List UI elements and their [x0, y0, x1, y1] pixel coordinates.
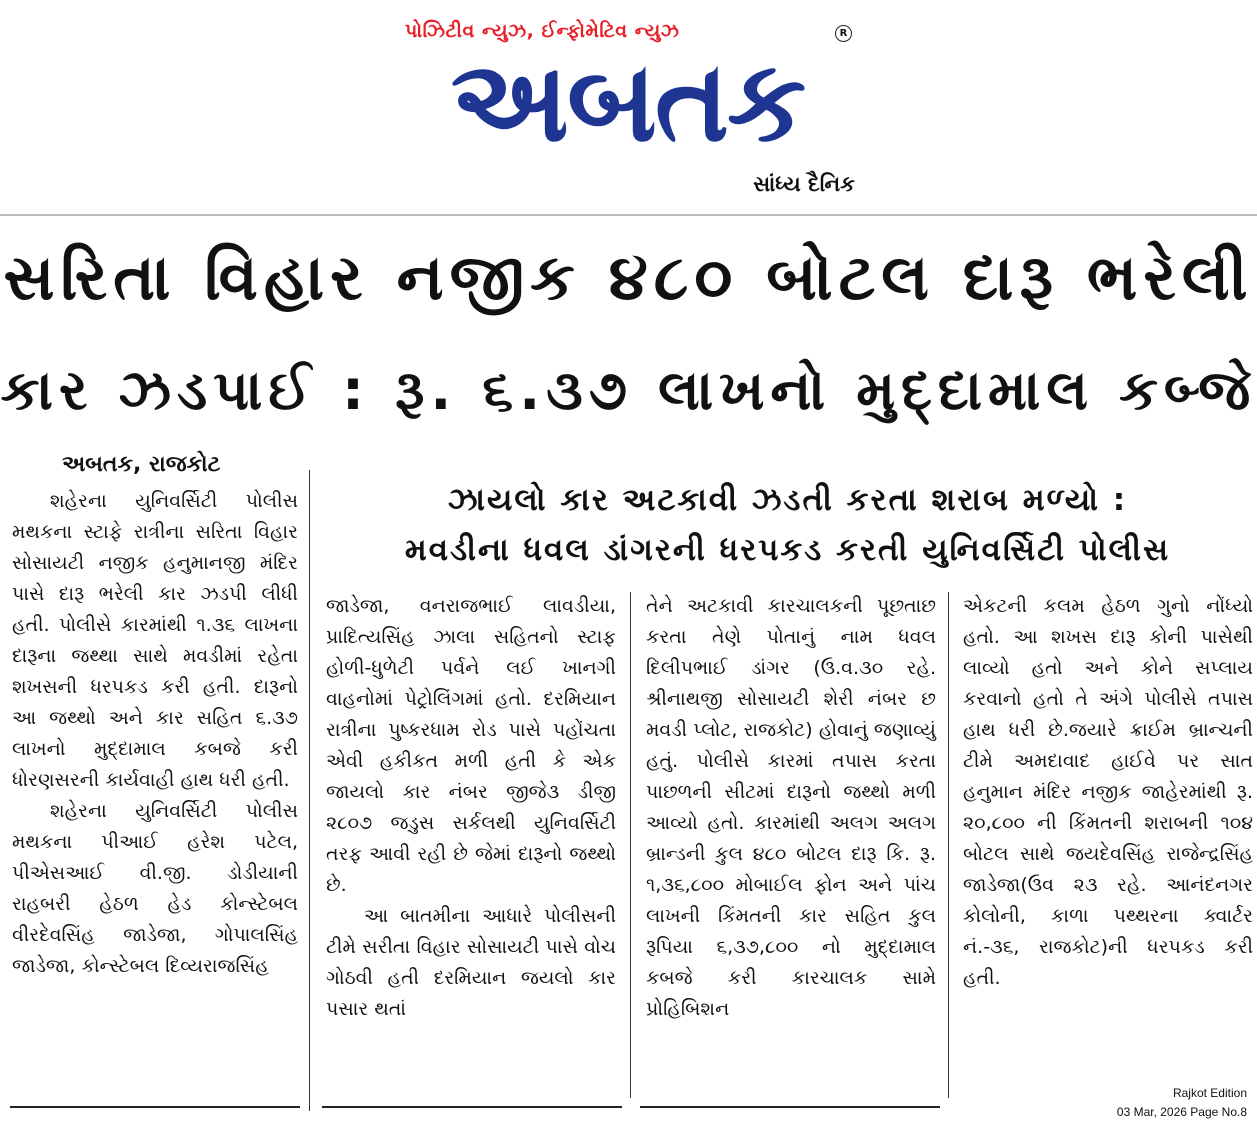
registered-mark: R — [835, 25, 852, 42]
column-2-paragraph-1: જાડેજા, વનરાજભાઈ લાવડીયા, પ્રાદિત્યસિંહ ઝાલા સહિતનો સ્ટાફ હોળી-ધુળેટી પર્વને લઈ ખાનગી વાહનોમાં પેટ્રોલિંગમાં હતો. દરમિયાન રાત્રીના પુષ્કરધામ રોડ પાસે પહોંચતા એવી હકીકત મળી હતી કે એક જાયલો કાર નંબર જીજે૩ ડીજી ૨૮૦૭ જડુસ સર્કલથી યુનિવર્સિટી તરફ આવી રહી છે જેમાં દારૂનો જથ્થો છે. — [326, 595, 616, 896]
subheadline-line-2: મવડીના ધવલ ડાંગરની ધરપકડ કરતી યુનિવર્સિટી પોલીસ — [404, 532, 1171, 568]
masthead — [0, 0, 1257, 212]
column-end-rule — [322, 1106, 622, 1108]
article-column-1 — [12, 486, 298, 982]
article-column-2 — [326, 591, 616, 1025]
date-page-label: 03 Mar, 2026 Page No.8 — [1116, 1105, 1247, 1119]
column-1-paragraph-1: શહેરના યુનિવર્સિટી પોલીસ મથકના સ્ટાફે રાત્રીના સરિતા વિહાર સોસાયટી નજીક હનુમાનજી મંદિર પાસે દારૂ ભરેલી કાર ઝડપી લીધી હતી. પોલીસે કારમાંથી ૧.૩૬ લાખના દારૂના જથ્થા સાથે મવડીમાં રહેતા શખસની ધરપકડ કરી હતી. દારૂનો આ જથ્થો અને કાર સહિત ૬.૩૭ લાખનો મુદ્દામાલ કબજે કરી ધોરણસરની કાર્યવાહી હાથ ધરી હતી. — [12, 490, 298, 791]
newspaper-logo: અબતક — [450, 38, 805, 166]
dateline: અબતક, રાજકોટ — [62, 452, 221, 477]
column-4-paragraph-1: એકટની કલમ હેઠળ ગુનો નોંધ્યો હતો. આ શખસ દારૂ કોની પાસેથી લાવ્યો હતો અને કોને સપ્લાય કરવાનો હતો તે અંગે પોલીસે તપાસ હાથ ધરી છે.જયારે ક્રાઈમ બ્રાન્ચની ટીમે અમદાવાદ હાઈવે પર સાત હનુમાન મંદિર નજીક જાહેરમાંથી રૂ. ૨૦,૮૦૦ ની કિંમતની શરાબની ૧૦૪ બોટલ સાથે જયદેવસિંહ રાજેન્દ્રસિંહ જાડેજા(ઉવ ૨૩ રહે. આનંદનગર કોલોની, કાળા પથ્થરના ક્વાર્ટર નં.-૩૬, રાજકોટ)ની ધરપકડ કરી હતી. — [963, 595, 1253, 989]
column-divider — [948, 592, 949, 1098]
edition-label: Rajkot Edition — [1172, 1086, 1247, 1100]
article-column-4 — [963, 591, 1253, 994]
column-divider — [309, 470, 310, 1111]
edition-type: સાંધ્ય દૈનિક — [753, 172, 855, 196]
headline-line-1: સરિતા વિહાર નજીક ૪૮૦ બોટલ દારૂ ભરેલી — [3, 241, 1254, 314]
subheadline-line-1: ઝાયલો કાર અટકાવી ઝડતી કરતા શરાબ મળ્યો : — [447, 482, 1128, 518]
column-end-rule — [10, 1106, 300, 1108]
column-2-paragraph-2: આ બાતમીના આધારે પોલીસની ટીમે સરીતા વિહાર સોસાયટી પાસે વોચ ગોઠવી હતી દરમિયાન જયલો કાર પસાર થતાં — [326, 905, 616, 1020]
column-end-rule — [640, 1106, 940, 1108]
column-divider — [630, 592, 631, 1098]
masthead-divider — [0, 214, 1257, 216]
masthead-tagline: પોઝિટીવ ન્યુઝ, ઈન્ફોમેટિવ ન્યુઝ — [405, 20, 680, 42]
article-column-3 — [646, 591, 936, 1025]
column-3-paragraph-1: તેને અટકાવી કારચાલકની પૂછતાછ કરતા તેણે પોતાનું નામ ધવલ દિલીપભાઈ ડાંગર (ઉ.વ.૩૦ રહે. શ્રીનાથજી સોસાયટી શેરી નંબર છ મવડી પ્લોટ, રાજકોટ) હોવાનું જણાવ્યું હતું. પોલીસે કારમાં તપાસ કરતા પાછળની સીટમાં દારૂનો જથ્થો મળી આવ્યો હતો. કારમાંથી અલગ અલગ બ્રાન્ડની કુલ ૪૮૦ બોટલ દારૂ કિ. રૂ. ૧,૩૬,૮૦૦ મોબાઈલ ફોન અને પાંચ લાખની કિંમતની કાર સહિત કુલ રૂપિયા ૬,૩૭,૮૦૦ નો મુદ્દામાલ કબજે કરી કારચાલક સામે પ્રોહિબિશન — [646, 595, 936, 1020]
headline-line-2: કાર ઝડપાઈ : રૂ. ૬.૩૭ લાખનો મુદ્દામાલ કબ્જે — [0, 358, 1257, 422]
column-1-paragraph-2: શહેરના યુનિવર્સિટી પોલીસ મથકના પીઆઈ હરેશ પટેલ, પીએસઆઈ વી.જી. ડોડીયાની રાહબરી હેઠળ હેડ કોન્સ્ટેબલ વીરદેવસિંહ જાડેજા, ગોપાલસિંહ જાડેજા, કોન્સ્ટેબલ દિવ્યરાજસિંહ — [12, 800, 298, 977]
